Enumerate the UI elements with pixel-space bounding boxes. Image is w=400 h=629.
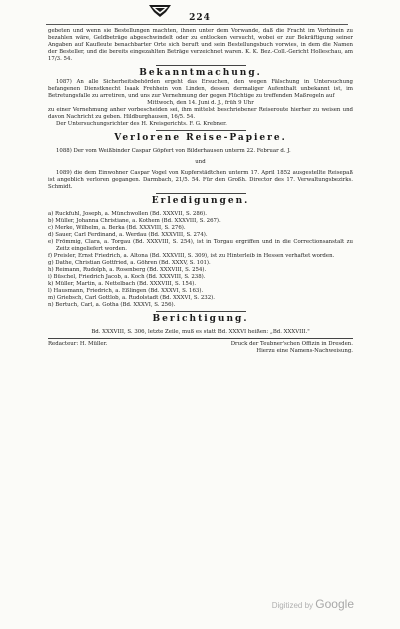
erledigung-item: n) Bertuch, Carl, a. Gotha (Bd. XXXVI, S. 256).: [48, 302, 176, 308]
erledigung-item: e) Frömmig, Clara, a. Torgau (Bd. XXXVIII, S. 254), ist in Torgau ergriffen und in die Correctionsanstalt zu Zeitz eingeliefert worden.: [48, 239, 353, 252]
verlorene-entry-2: 1089) die dem Einwohner Caspar Vogel von Kupferstädtchen unterm 17. April 1852 ausgestellte Reisepaß ist angeblich verloren gegangen. Darmbach, 21/5. 54. Für den Großh. Director des 17. Verwaltungsbezirks. Schmidt.: [48, 170, 353, 190]
erledigungen-heading: Erledigungen.: [151, 196, 250, 206]
verlorene-entry-1: 1088) Der vom Weißbinder Caspar Göpfert von Bilderhausen unterm 22. Februar d. J.: [56, 148, 291, 154]
erledigung-item: c) Merke, Wilhelm, a. Berka (Bd. XXXVIII, S. 276).: [48, 225, 186, 231]
erledigung-item: d) Sauer, Carl Ferdinand, a. Werdau (Bd. XXXVIII, S. 274).: [48, 232, 208, 238]
divider: [156, 311, 246, 312]
berichtigung-text: Bd. XXXVIII, S. 306, letzte Zeile, muß es statt Bd. XXXVI heißen: „Bd. XXXVIII.": [91, 329, 310, 335]
erledigung-item: l) Hausmann, Friedrich, a. Eßlingen (Bd. XXXVI, S. 163).: [48, 288, 204, 294]
verlorene-heading: Verlorene Reise-Papiere.: [114, 133, 287, 143]
erledigung-item: k) Müller, Martin, a. Nettelbach (Bd. XXXVIII, S. 154).: [48, 281, 197, 287]
intro-paragraph: gebeten und wenn sie Bestellungen machten, ihnen unter dem Vorwande, daß die Fracht im Vorhinein zu bezahlen wäre, Geldbeträge abgeschwindelt oder zu entlocken versucht, wobei er zur Bekräftigung seiner Angaben auf Kaufleute benachbarter Orte sich beruft und sein Bestellungsbuch vorwies, in dem die Namen der Besteller, und die bereits eingezahlten Beträge verzeichnet waren. K. K. Bez.-Coll.-Gericht Holleschau, am 17/3. 54.: [48, 28, 353, 62]
header-rule: [46, 24, 348, 25]
footer-rule: [48, 338, 353, 339]
erledigung-item: b) Müller, Johanna Christiane, a. Kothem (Bd. XXXVIII, S. 267).: [48, 218, 221, 224]
erledigung-item: m) Griebsch, Carl Gottlob, a. Rudolstadt (Bd. XXXVI, S. 232).: [48, 295, 215, 301]
page-content: [48, 28, 353, 355]
verlorene-und: und: [195, 159, 206, 165]
erledigung-item: a) Ruckfuhl, Joseph, a. Münchwollen (Bd. XXXVII, S. 286).: [48, 211, 207, 217]
divider: [156, 65, 246, 66]
bekanntmachung-signature: Der Untersuchungsrichter des H. Kreisgerichts. F. G. Krebner.: [56, 121, 227, 127]
erledigung-item: f) Preisler, Ernst Friedrich, a. Altona (Bd. XXXVIII, S. 309), ist zu Hinterleib in Hessen verhaftet worden.: [48, 253, 335, 259]
footer-note: Hierzu eine Namens-Nachweisung.: [256, 348, 353, 354]
footer: [48, 341, 353, 348]
bekanntmachung-text: 1087) An alle Sicherheitsbehörden ergeht das Ersuchen, den wegen Fälschung in Untersuchung befangenen Dienstknecht Isaak Frehhein von Linden, dessen dermaliger Aufenthalt unbekannt ist, im Betretungsfalle zu arretiren, und uns zur Vernehmung der gegen Flüchtige zu treffenden Maßregeln auf: [48, 79, 353, 99]
page-number: 224: [189, 13, 211, 23]
footer-printer: Druck der Teubner'schen Offizin in Dresden.: [230, 341, 353, 347]
bekanntmachung-heading: Bekanntmachung.: [139, 68, 262, 78]
divider: [156, 130, 246, 131]
berichtigung-heading: Berichtigung.: [152, 314, 249, 324]
digitized-watermark: [272, 597, 354, 611]
erledigung-item: g) Dathe, Christian Gottfried, a. Göhren (Bd. XXXV, S. 101).: [48, 260, 211, 266]
watermark-prefix: Digitized by: [271, 601, 314, 610]
erledigung-item: h) Reimann, Rudolph, a. Rosenberg (Bd. XXXVIII, S. 254).: [48, 267, 207, 273]
divider: [156, 193, 246, 194]
footer-editor: Redacteur: H. Müller.: [48, 341, 108, 347]
watermark-brand: Google: [315, 597, 354, 611]
bekanntmachung-date-line: Mittwoch, den 14. Juni d. J., früh 9 Uhr: [147, 100, 254, 106]
erledigung-item: i) Büschel, Friedrich Jacob, a. Koch (Bd. XXXVIII, S. 238).: [48, 274, 206, 280]
bekanntmachung-text-continued: zu einer Vernehmung anher vorbescheiden sei, ihm mittelst beschriebener Reiseroute hierher zu weisen und davon Nachricht zu geben. Hildburghausen, 16/5. 54.: [48, 107, 353, 120]
